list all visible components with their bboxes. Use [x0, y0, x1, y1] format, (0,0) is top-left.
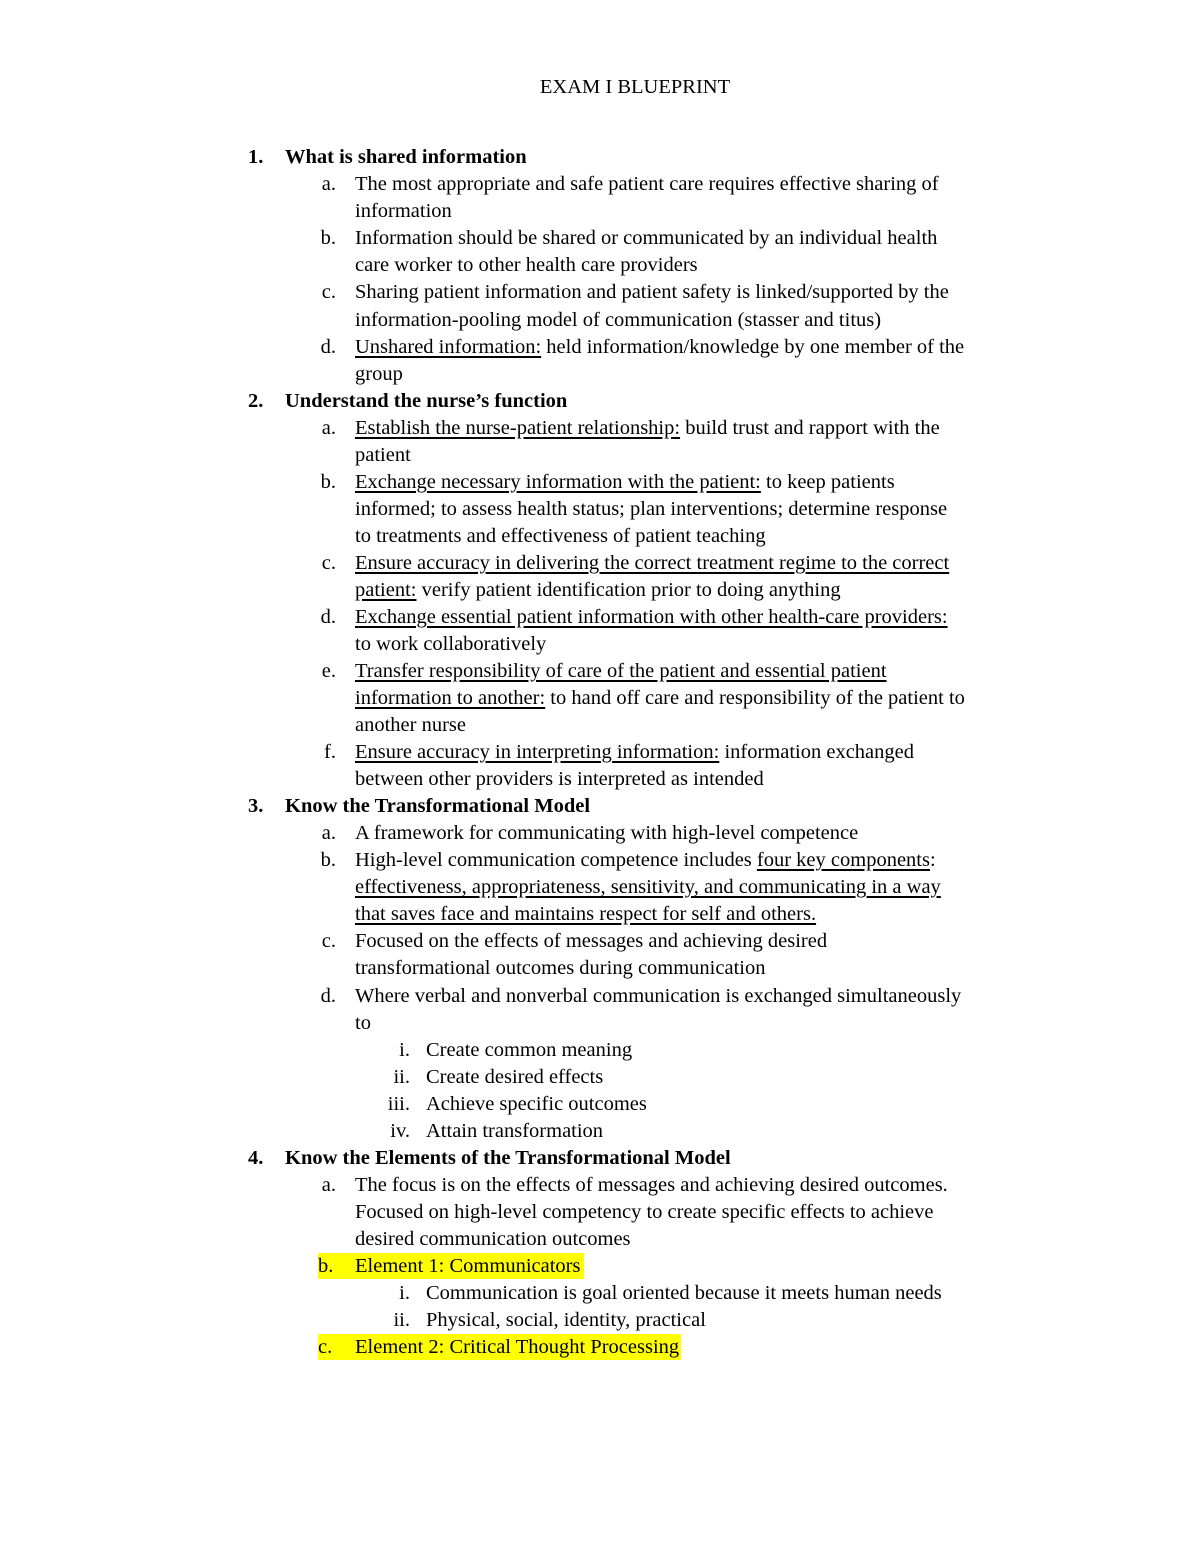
highlight-text: Element 1: Communicators	[355, 1255, 581, 1277]
item-term: four key components	[756, 849, 930, 871]
item-text	[355, 469, 895, 495]
item-text: desired communication outcomes	[355, 1228, 631, 1250]
section-heading: Know the Transformational Model	[285, 795, 591, 817]
subitem-numeral: ii.	[393, 1066, 410, 1088]
item-letter: a.	[321, 1174, 336, 1196]
section-number: 1.	[248, 146, 264, 168]
item-text: Sharing patient information and patient safety is linked/supported by the	[355, 281, 949, 303]
section-number: 2.	[248, 390, 264, 412]
item-letter: c.	[321, 552, 336, 574]
item-text: patient	[355, 444, 411, 466]
item-rest: to hand off care and responsibility of the patient to	[545, 687, 965, 709]
subitem-text: Achieve specific outcomes	[426, 1093, 647, 1115]
subitem-numeral: ii.	[393, 1309, 410, 1331]
item-letter: c.	[321, 930, 336, 952]
item-text	[355, 550, 949, 576]
item-letter: c.	[321, 281, 336, 303]
item-pre: High-level communication competence includes	[355, 849, 757, 871]
item-letter: e.	[321, 660, 336, 682]
item-letter: b.	[318, 1255, 334, 1277]
item-text: another nurse	[355, 714, 466, 736]
item-rest: build trust and rapport with the	[680, 417, 940, 439]
item-text: effectiveness, appropriateness, sensitivity, and communicating in a way	[355, 876, 941, 898]
item-text: Information should be shared or communicated by an individual health	[355, 227, 938, 249]
item-text: Focused on high-level competency to create specific effects to achieve	[355, 1201, 934, 1223]
section-heading: Know the Elements of the Transformational Model	[285, 1147, 731, 1169]
item-term: Transfer responsibility of care of the patient and essential patient	[355, 660, 887, 682]
item-rest: to keep patients	[760, 471, 895, 493]
item-text: to	[355, 1012, 371, 1034]
item-text: care worker to other health care providers	[355, 254, 698, 276]
item-term: Unshared information:	[355, 336, 542, 358]
section-heading: What is shared information	[285, 146, 527, 168]
item-text	[355, 739, 914, 765]
item-text: A framework for communicating with high-level competence	[355, 822, 859, 844]
item-text: Focused on the effects of messages and achieving desired	[355, 930, 828, 952]
item-text: transformational outcomes during communication	[355, 957, 766, 979]
item-text: informed; to assess health status; plan interventions; determine response	[355, 498, 948, 520]
highlighted-item	[318, 1334, 681, 1360]
subitem-numeral: i.	[399, 1282, 410, 1304]
item-text: information-pooling model of communication (stasser and titus)	[355, 309, 882, 331]
item-letter: d.	[320, 985, 336, 1007]
subitem-text: Communication is goal oriented because it meets human needs	[426, 1282, 942, 1304]
subitem-text: Physical, social, identity, practical	[426, 1309, 706, 1331]
item-term: Exchange necessary information with the patient:	[355, 471, 761, 493]
section-heading: Understand the nurse’s function	[285, 390, 568, 412]
item-letter: c.	[318, 1336, 333, 1358]
highlighted-item	[318, 1253, 584, 1279]
item-letter: a.	[321, 173, 336, 195]
item-text	[355, 685, 965, 711]
item-text	[355, 577, 841, 603]
item-term: Establish the nurse-patient relationship:	[355, 417, 681, 439]
item-term: Ensure accuracy in interpreting information:	[355, 741, 720, 763]
subitem-numeral: iv.	[390, 1120, 410, 1142]
item-text: Where verbal and nonverbal communication is exchanged simultaneously	[355, 985, 962, 1007]
item-letter: a.	[321, 822, 336, 844]
page-title: EXAM I BLUEPRINT	[539, 76, 731, 98]
subitem-numeral: i.	[399, 1039, 410, 1061]
subitem-numeral: iii.	[387, 1093, 410, 1115]
subitem-text: Attain transformation	[426, 1120, 604, 1142]
item-letter: a.	[321, 417, 336, 439]
item-text: to treatments and effectiveness of patient teaching	[355, 525, 766, 547]
item-rest: verify patient identification prior to doing anything	[416, 579, 841, 601]
item-letter: b.	[320, 849, 336, 871]
item-letter: d.	[320, 336, 336, 358]
item-letter: b.	[320, 471, 336, 493]
section-number: 4.	[248, 1147, 264, 1169]
subitem-text: Create desired effects	[426, 1066, 604, 1088]
item-text	[355, 847, 936, 873]
item-text	[355, 334, 964, 360]
item-rest: held information/knowledge by one member of the	[541, 336, 965, 358]
item-text: to work collaboratively	[355, 633, 547, 655]
item-text	[355, 658, 887, 684]
highlight-text: Element 2: Critical Thought Processing	[355, 1336, 680, 1358]
item-text	[355, 604, 948, 630]
item-rest: :	[929, 849, 936, 871]
item-letter: d.	[320, 606, 336, 628]
item-term: Ensure accuracy in delivering the correct treatment regime to the correct	[355, 552, 950, 574]
item-text: The focus is on the effects of messages and achieving desired outcomes.	[355, 1174, 948, 1196]
item-term: information to another:	[355, 687, 546, 709]
item-letter: b.	[320, 227, 336, 249]
subitem-text: Create common meaning	[426, 1039, 633, 1061]
item-text	[355, 415, 940, 441]
item-text: between other providers is interpreted as intended	[355, 768, 764, 790]
item-term: Exchange essential patient information with other health-care providers:	[355, 606, 948, 628]
item-text: group	[355, 363, 403, 385]
item-text: that saves face and maintains respect for self and others.	[355, 903, 817, 925]
item-term: patient:	[355, 579, 417, 601]
section-number: 3.	[248, 795, 264, 817]
item-text: The most appropriate and safe patient care requires effective sharing of	[355, 173, 939, 195]
item-rest: information exchanged	[719, 741, 914, 763]
item-letter: f.	[324, 741, 336, 763]
item-text: information	[355, 200, 452, 222]
